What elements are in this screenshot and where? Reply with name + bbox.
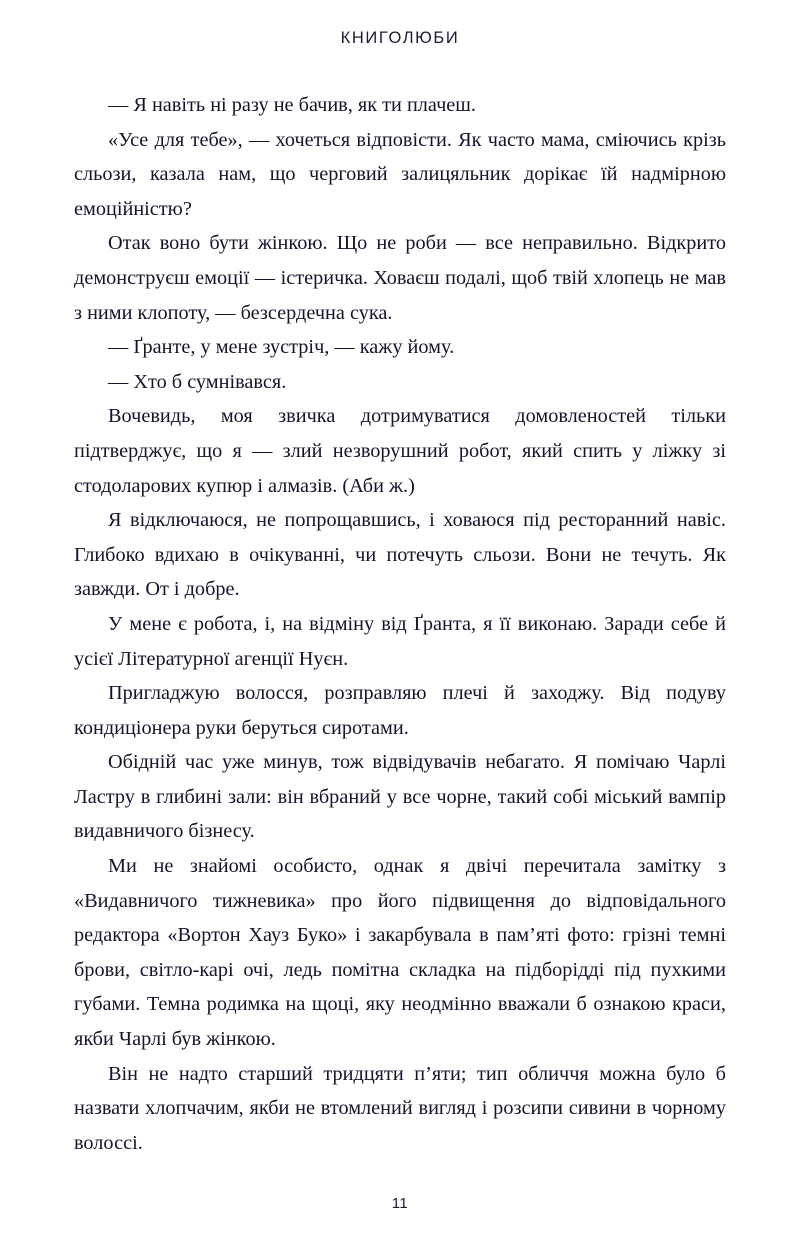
paragraph-narration: «Усе для тебе», — хочеться відповісти. Як часто мама, сміючись крізь сльози, казала нам, що черговий залицяльник дорікає їй надмірною емоційністю? (74, 128, 726, 220)
paragraph-narration: У мене є робота, і, на відміну від Ґранта, я її виконаю. Заради себе й усієї Літературної агенції Нуєн. (74, 612, 726, 670)
page-number: 11 (391, 1195, 409, 1212)
paragraph-narration: Ми не знайомі особисто, однак я двічі перечитала замітку з «Видавничого тижневика» про його підвищення до відповідального редактора «Вортон Хауз Буко» і закарбувала в пам’яті фото: грізні темні брови, світло-карі очі, ледь помітна складка на підборідді під пухкими губами. Темна родимка на щоці, яку неодмінно вважали б ознакою краси, якби Чарлі був жінкою. (74, 855, 726, 1051)
paragraph-dialogue: — Я навіть ні разу не бачив, як ти плачеш. (108, 94, 476, 116)
running-head: КНИГОЛЮБИ (340, 29, 460, 47)
paragraph-narration: Я відключаюся, не попрощавшись, і ховаюся під ресторанний навіс. Глибоко вдихаю в очікуванні, чи потечуть сльози. Вони не течуть. Як завжди. От і добре. (74, 509, 726, 601)
paragraph-narration: Обідній час уже минув, тож відвідувачів небагато. Я помічаю Чарлі Ластру в глибині зали: він вбраний у все чорне, такий собі міський вампір видавничого бізнесу. (74, 751, 726, 843)
paragraph-narration: Пригладжую волосся, розправляю плечі й заходжу. Від подуву кондиціонера руки беруться сиротами. (74, 682, 726, 739)
paragraph-narration: Отак воно бути жінкою. Що не роби — все неправильно. Відкрито демонструєш емоції — істеричка. Ховаєш подалі, щоб твій хлопець не мав з ними клопоту, — безсердечна сука. (74, 232, 726, 324)
paragraph-dialogue: — Хто б сумнівався. (108, 370, 287, 393)
body-text-block (74, 88, 726, 1160)
paragraph-narration: Вочевидь, моя звичка дотримуватися домовленостей тільки підтверджує, що я — злий незворушний робот, який спить у ліжку зі стодоларових купюр і алмазів. (Аби ж.) (74, 405, 726, 497)
paragraph-narration: Він не надто старший тридцяти п’яти; тип обличчя можна було б назвати хлопчачим, якби не втомлений вигляд і розсипи сивини в чорному волоссі. (74, 1062, 726, 1154)
paragraph-dialogue: — Ґранте, у мене зустріч, — кажу йому. (108, 336, 455, 359)
